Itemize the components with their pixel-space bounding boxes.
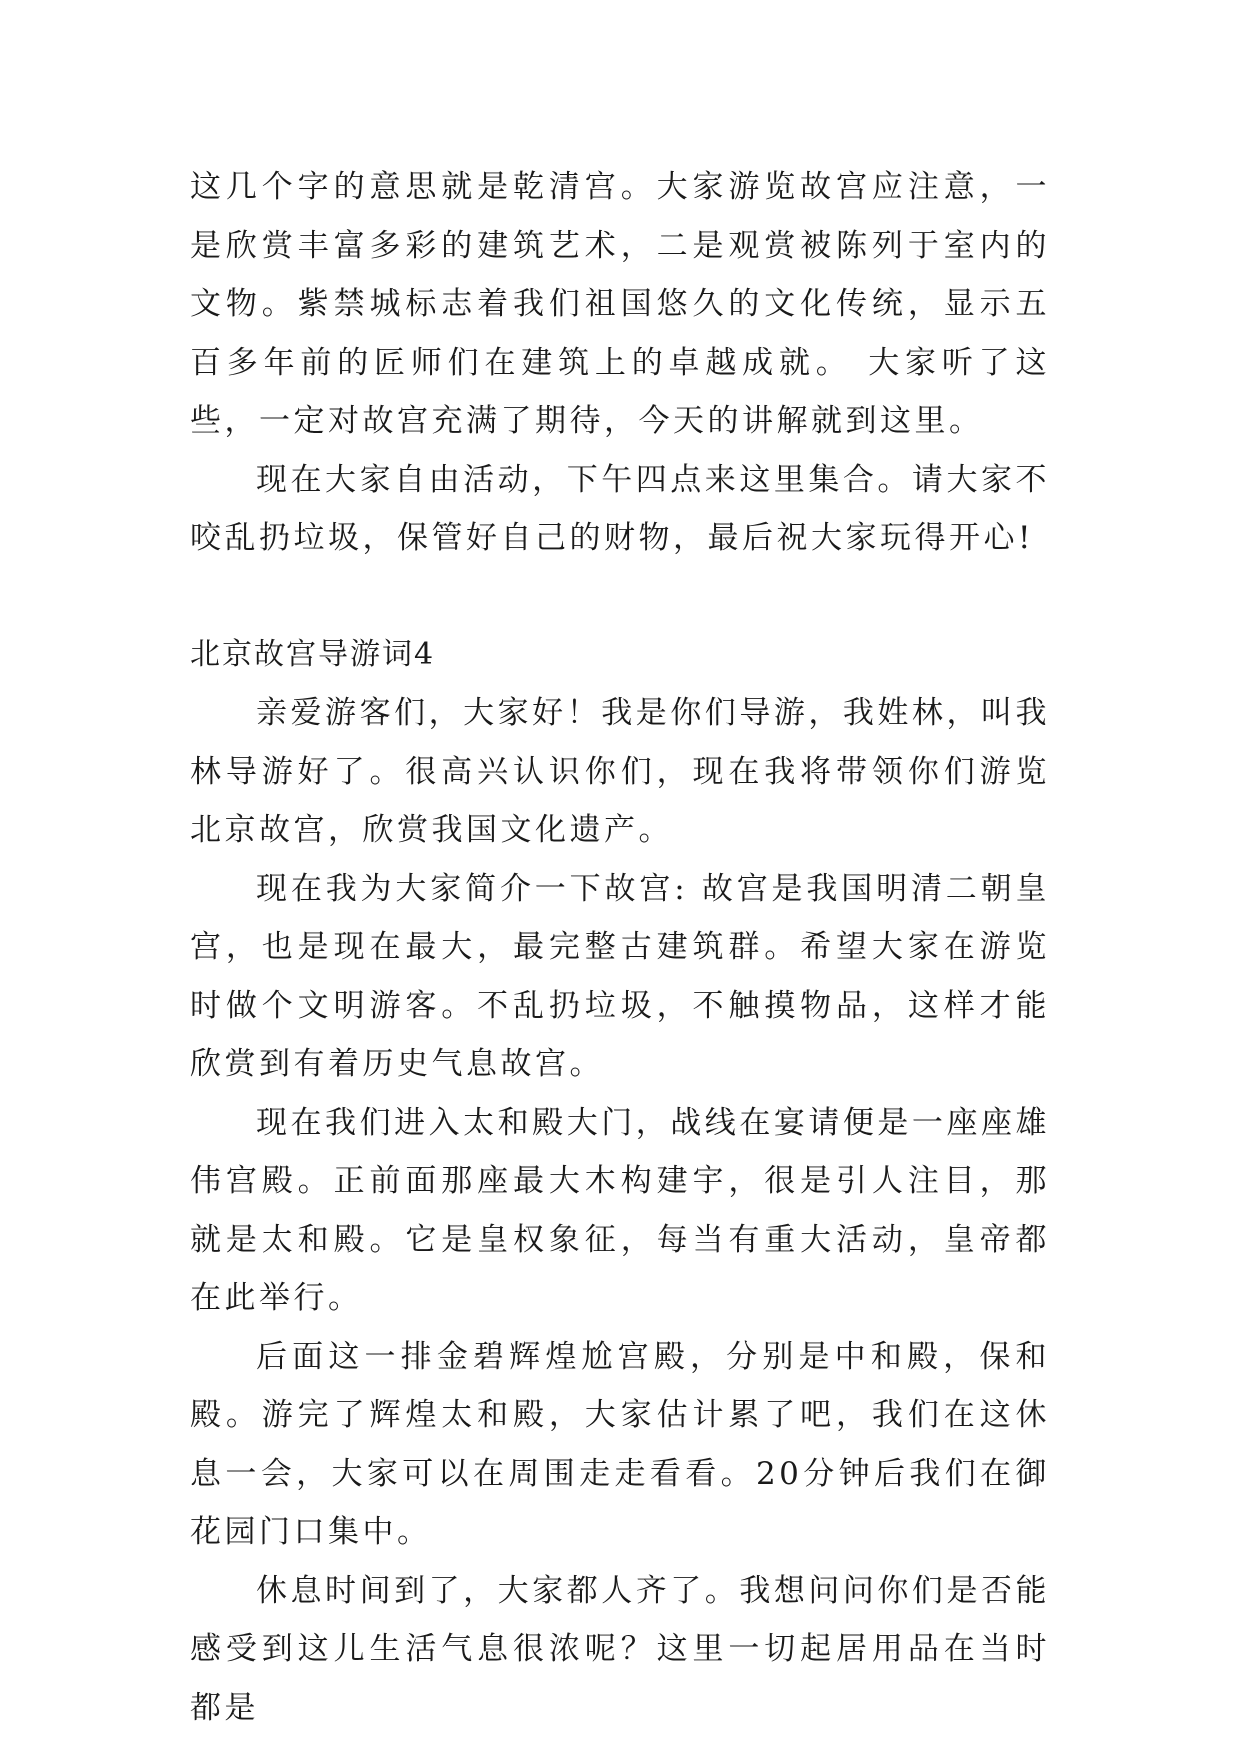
paragraph-zhonghe-baohe: 后面这一排金碧辉煌尬宫殿，分别是中和殿，保和殿。游完了辉煌太和殿，大家估计累了吧，我们在这休息一会，大家可以在周围走走看看。20分钟后我们在御花园门口集中。 (190, 1338, 1050, 1550)
paragraph-rest-time: 休息时间到了，大家都人齐了。我想问问你们是否能感受到这儿生活气息很浓呢？这里一切起居用品在当时都是 (190, 1572, 1050, 1726)
paragraph-free-activity: 现在大家自由活动，下午四点来这里集合。请大家不咬乱扔垃圾，保管好自己的财物，最后祝大家玩得开心! (190, 461, 1050, 556)
paragraph-taihe-hall: 现在我们进入太和殿大门，战线在宴请便是一座座雄伟宫殿。正前面那座最大木构建宇，很是引人注目，那就是太和殿。它是皇权象征，每当有重大活动，皇帝都在此举行。 (190, 1104, 1050, 1316)
paragraph-qianqing-palace: 这几个字的意思就是乾清宫。大家游览故宫应注意，一是欣赏丰富多彩的建筑艺术，二是观赏被陈列于室内的文物。紫禁城标志着我们祖国悠久的文化传统，显示五百多年前的匠师们在建筑上的卓越成就。 大家听了这些，一定对故宫充满了期待，今天的讲解就到这里。 (190, 169, 1050, 439)
paragraph-introduction: 现在我为大家简介一下故宫: 故宫是我国明清二朝皇宫，也是现在最大，最完整古建筑群。希望大家在游览时做个文明游客。不乱扔垃圾，不触摸物品，这样才能欣赏到有着历史气息故宫。 (190, 870, 1050, 1082)
document-page (190, 158, 1050, 1737)
paragraph-greeting: 亲爱游客们，大家好！我是你们导游，我姓林，叫我林导游好了。很高兴认识你们，现在我将带领你们游览北京故宫，欣赏我国文化遗产。 (190, 695, 1050, 848)
section-title: 北京故宫导游词4 (190, 636, 436, 672)
